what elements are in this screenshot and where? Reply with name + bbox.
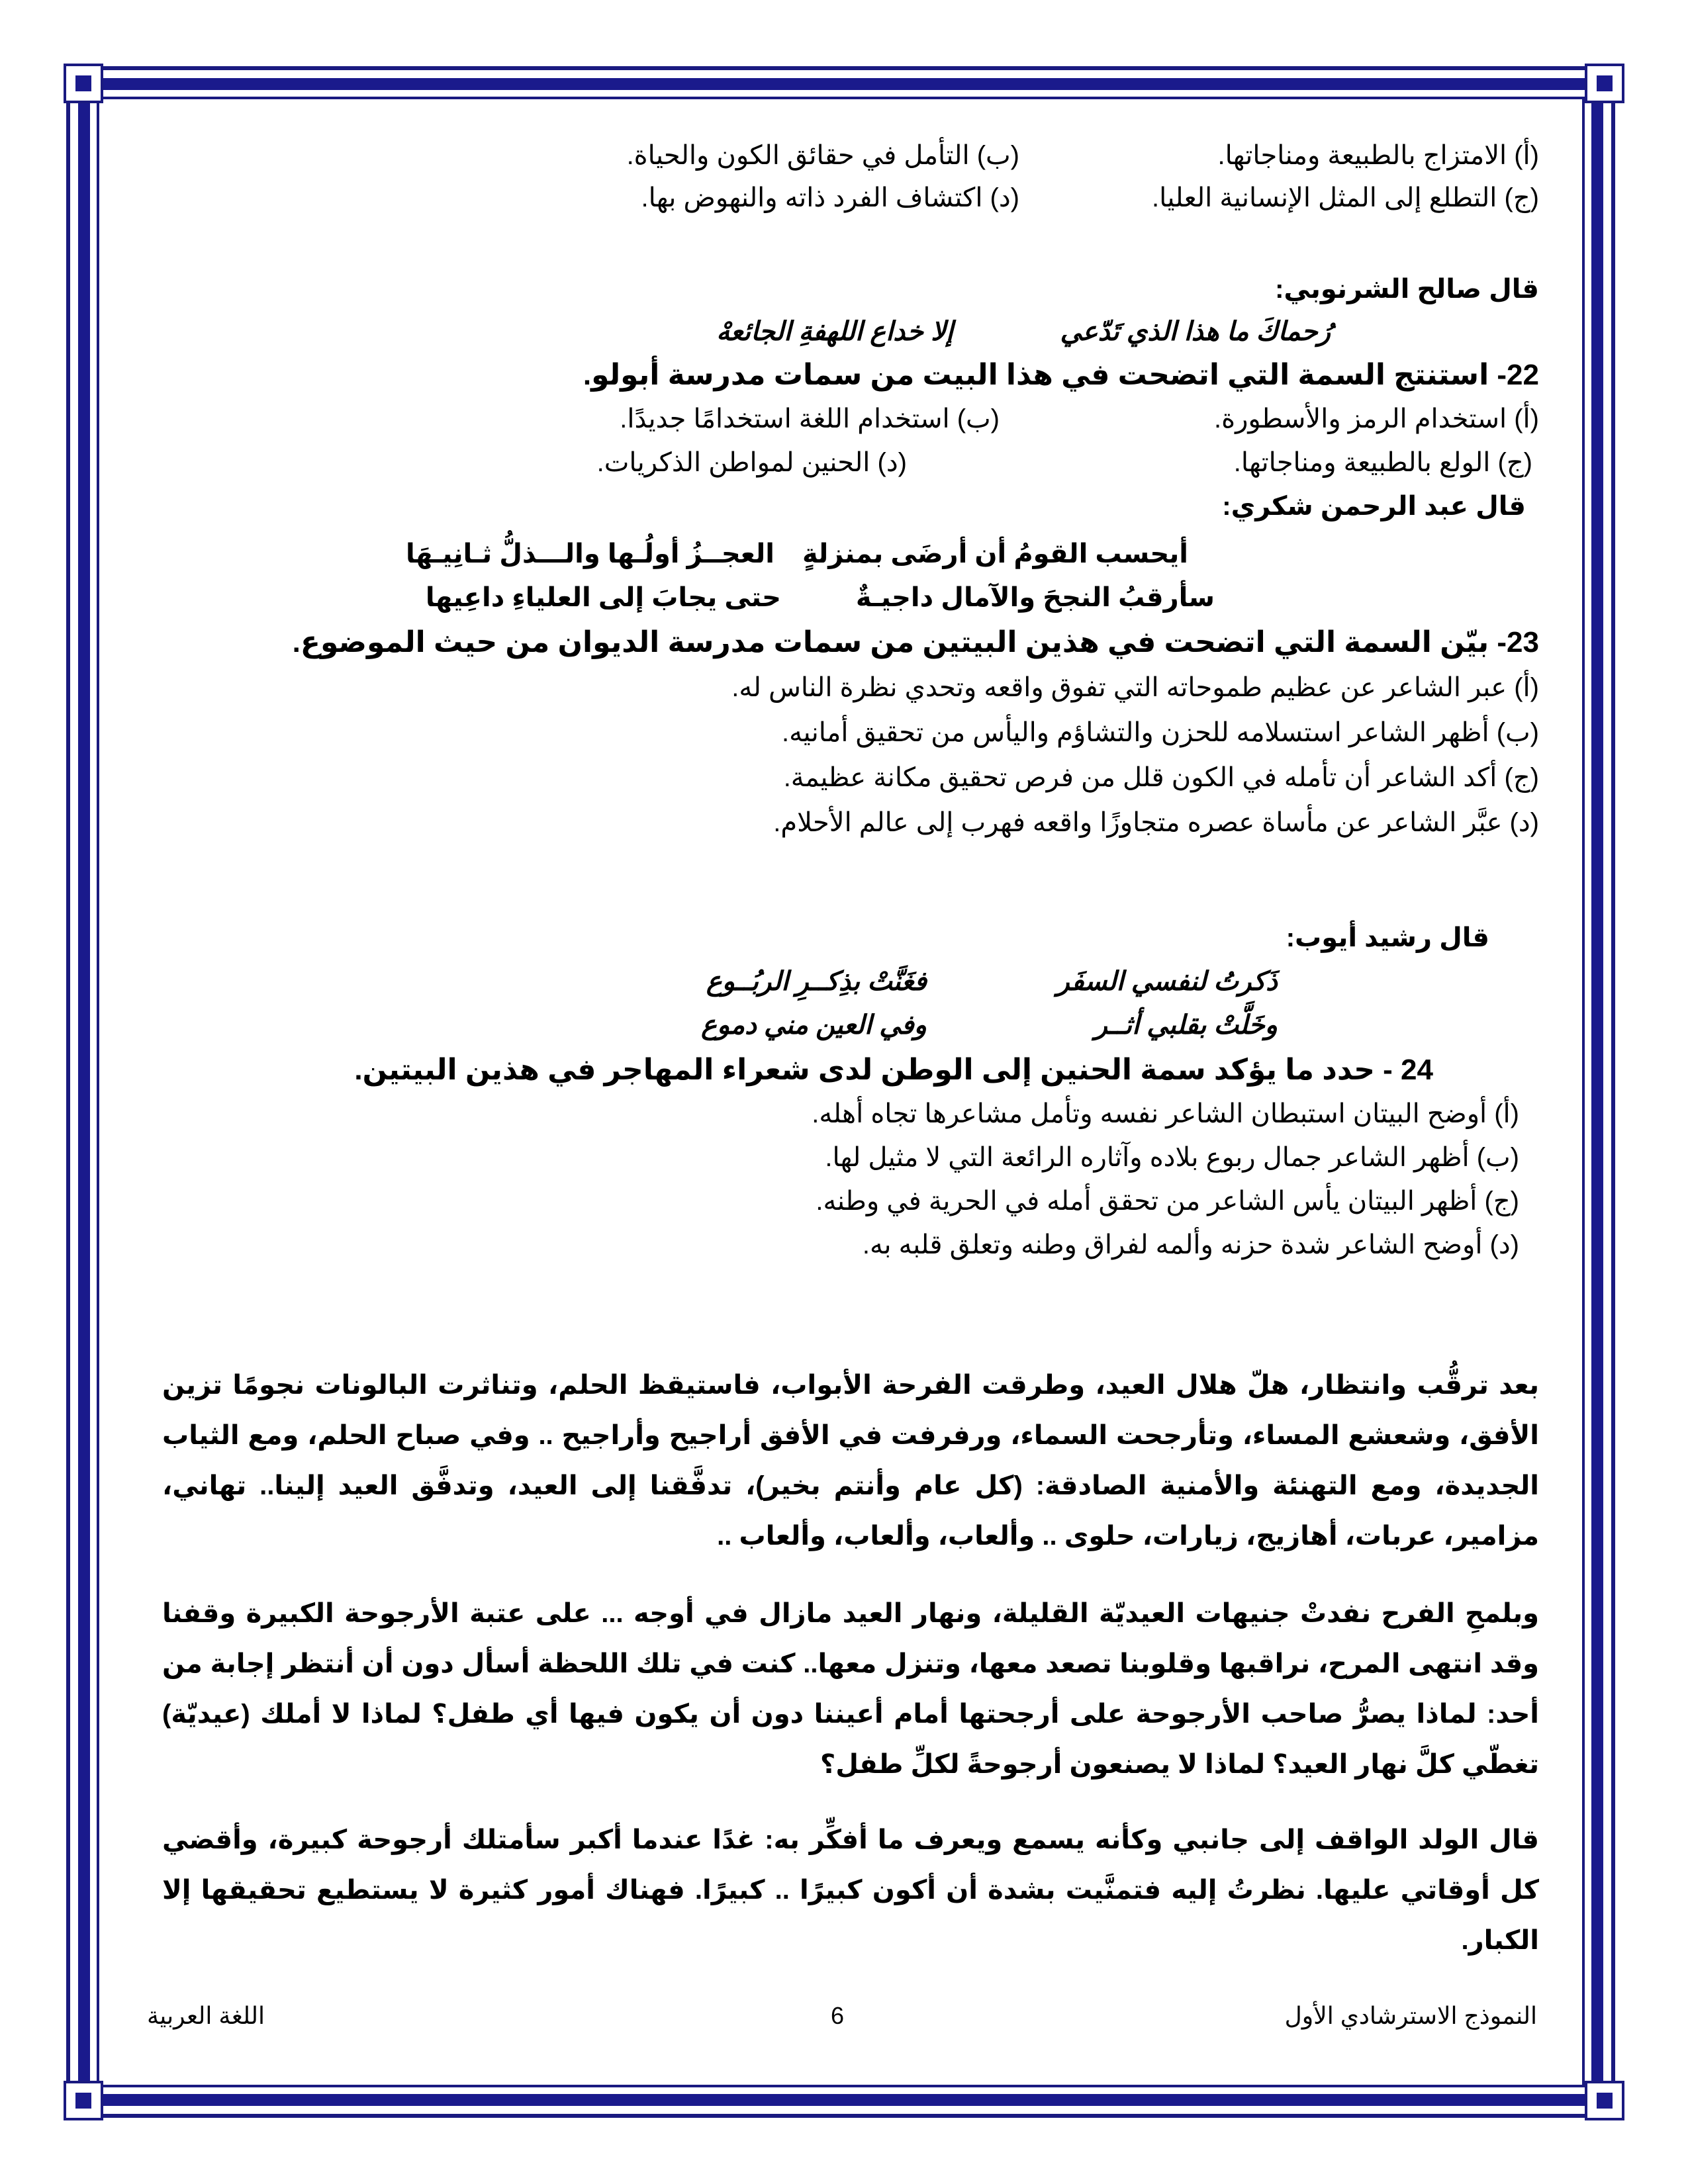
- passage-paragraph-1-text: بعد ترقُّب وانتظار، هلّ هلال العيد، وطرقت الفرحة الأبواب، فاستيقظ الحلم، وتناثرت البالونات نجومًا تزين الأفق، وشعشع المساء، وتأرجحت السماء، ورفرفت في الأفق أراجيح وأراجيح .. وفي صباح الحلم، ومع الثياب الجديدة، ومع التهنئة والأمنية الصادقة: (كل عام وأنتم بخير)، تدفَّقنا إلى العيد، وتدفَّق العيد إلينا.. تهاني، مزامير، عربات، أهازيج، زيارات، حلوى .. وألعاب، وألعاب، وألعاب ..: [162, 1371, 1539, 1551]
- passage-paragraph-2-text: وبلمحِ الفرح نفدتْ جنيهات العيديّة القليلة، ونهار العيد مازال في أوجه ... على عتبة الأرجوحة الكبيرة وقفنا وقد انتهى المرح، نراقبها وقلوبنا تصعد معها، وتنزل معها.. كنت في تلك اللحظة أسأل دون أن أنتظر إجابة من أحد: لماذا يصرُّ صاحب الأرجوحة على أرجحتها أمام أعيننا دون أن يكون فيها أي طفل؟ لماذا لا أملك (عيديّة) تغطّي كلَّ نهار العيد؟ لماذا لا يصنعون أرجوحةً لكلِّ طفل؟: [162, 1599, 1539, 1779]
- corner-ornament: [1585, 2081, 1624, 2120]
- q24-stem: 24 - حدد ما يؤكد سمة الحنين إلى الوطن لدى شعراء المهاجر في هذين البيتين.: [354, 1054, 1433, 1086]
- footer-subject: اللغة العربية: [147, 2002, 265, 2029]
- passage-paragraph-3: [162, 1815, 1539, 1966]
- poet2-verse2-first-hemistich: سأرقبُ النجحَ والآمال داجيـةٌ: [855, 583, 1215, 612]
- q22-option-b: (ب) استخدام اللغة استخدامًا جديدًا.: [620, 404, 1000, 433]
- q22-stem: 22- استنتج السمة التي اتضحت في هذا البيت من سمات مدرسة أبولو.: [583, 359, 1539, 391]
- poet1-intro: قال صالح الشرنوبي:: [1275, 275, 1539, 304]
- q21-option-a: (أ) الامتزاج بالطبيعة ومناجاتها.: [1217, 141, 1539, 170]
- passage-paragraph-1: [162, 1360, 1539, 1561]
- poet3-verse2-second-hemistich: وفي العين مني دموع: [701, 1011, 927, 1040]
- q24-option-a: (أ) أوضح البيتان استبطان الشاعر نفسه وتأمل مشاعرها تجاه أهله.: [812, 1099, 1519, 1128]
- footer-page-number: 6: [831, 2002, 845, 2029]
- q23-option-c: (ج) أكد الشاعر أن تأمله في الكون قلل من فرص تحقيق مكانة عظيمة.: [783, 763, 1539, 792]
- q21-option-b: (ب) التأمل في حقائق الكون والحياة.: [626, 141, 1019, 170]
- corner-ornament: [1585, 64, 1624, 103]
- q22-option-d: (د) الحنين لمواطن الذكريات.: [596, 448, 907, 477]
- passage-paragraph-3-text: قال الولد الواقف إلى جانبي وكأنه يسمع ويعرف ما أفكِّر به: غدًا عندما أكبر سأمتلك أرجوحة كبيرة، وأقضي كل أوقاتي عليها. نظرتُ إليه فتمنَّيت بشدة أن أكون كبيرًا .. كبيرًا. فهناك أمور كثيرة لا يستطيع تحقيقها إلا الكبار.: [162, 1825, 1539, 1955]
- q24-option-c: (ج) أظهر البيتان يأس الشاعر من تحقق أمله في الحرية في وطنه.: [816, 1187, 1519, 1216]
- corner-ornament: [64, 64, 103, 103]
- poet3-verse1-first-hemistich: ذَكرتُ لنفسي السفَر: [1056, 967, 1278, 996]
- footer-model-title: النموذج الاسترشادي الأول: [1284, 2002, 1537, 2029]
- poet3-verse2-first-hemistich: وخَلَّتْ بقلبي أثــر: [1094, 1011, 1278, 1040]
- poet3-intro: قال رشيد أيوب:: [1286, 923, 1489, 952]
- q23-stem: 23- بيّن السمة التي اتضحت في هذين البيتين من سمات مدرسة الديوان من حيث الموضوع.: [292, 626, 1539, 659]
- poet1-verse-first-hemistich: رُحماكَ ما هذا الذي تَدّعي: [1060, 317, 1331, 346]
- q22-option-c: (ج) الولع بالطبيعة ومناجاتها.: [1233, 448, 1532, 477]
- q23-option-d: (د) عبَّر الشاعر عن مأساة عصره متجاوزًا واقعه فهرب إلى عالم الأحلام.: [773, 808, 1539, 837]
- q22-option-a: (أ) استخدام الرمز والأسطورة.: [1214, 404, 1539, 433]
- poet3-verse1-second-hemistich: فغَنَّتْ بذِكــرِ الربُــوع: [706, 967, 927, 996]
- poet2-verse1-first-hemistich: أيحسب القومُ أن أرضَى بمنزلةٍ: [802, 539, 1188, 569]
- q23-option-a: (أ) عبر الشاعر عن عظيم طموحاته التي تفوق واقعه وتحدي نظرة الناس له.: [731, 673, 1539, 702]
- corner-ornament: [64, 2081, 103, 2120]
- q23-option-b: (ب) أظهر الشاعر استسلامه للحزن والتشاؤم واليأس من تحقيق أمانيه.: [781, 718, 1539, 747]
- q21-option-c: (ج) التطلع إلى المثل الإنسانية العليا.: [1152, 183, 1539, 212]
- poet1-verse-second-hemistich: إلا خداع اللهفةِ الجائعهْ: [716, 317, 953, 346]
- poet2-verse1-second-hemistich: العجــزُ أولُـها والـــذلُّ ثـانِيـهَا: [406, 539, 774, 569]
- q21-option-d: (د) اكتشاف الفرد ذاته والنهوض بها.: [641, 183, 1019, 212]
- q24-option-d: (د) أوضح الشاعر شدة حزنه وألمه لفراق وطنه وتعلق قلبه به.: [862, 1230, 1519, 1259]
- poet2-intro: قال عبد الرحمن شكري:: [1222, 492, 1526, 521]
- passage-paragraph-2: [162, 1588, 1539, 1790]
- poet2-verse2-second-hemistich: حتى يجابَ إلى العلياءِ داعِيها: [425, 583, 781, 612]
- q24-option-b: (ب) أظهر الشاعر جمال ربوع بلاده وآثاره الرائعة التي لا مثيل لها.: [825, 1143, 1519, 1172]
